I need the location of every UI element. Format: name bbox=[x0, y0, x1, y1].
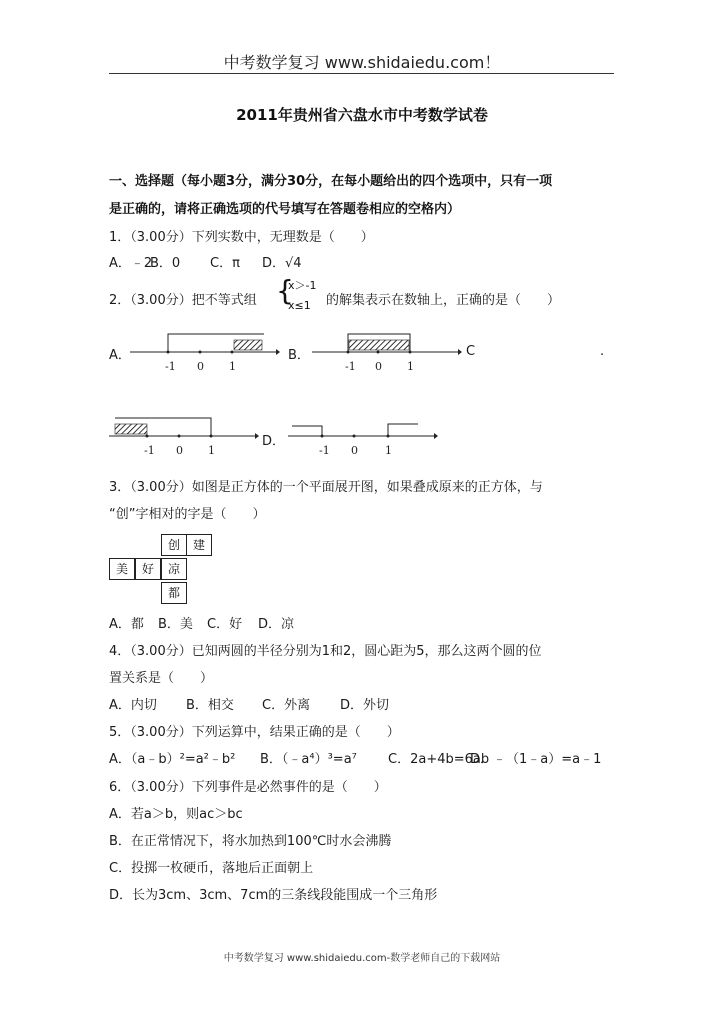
q1-option-d: D．√4 bbox=[262, 256, 302, 271]
q5-option-d: D．﹣（1﹣a）=a﹣1 bbox=[470, 752, 602, 767]
tick-dot bbox=[231, 351, 234, 354]
tick-dot bbox=[210, 435, 213, 438]
tick-label: 0 bbox=[375, 360, 382, 373]
q5-option-c: C．2a+4b=6ab bbox=[388, 752, 490, 767]
q2-option-d-label: D． bbox=[262, 434, 286, 449]
q2-system-line1: x＞-1 bbox=[288, 279, 317, 292]
tick-label: 0 bbox=[197, 360, 204, 373]
q2-system-line2: x≤1 bbox=[288, 299, 311, 312]
q2-option-b-label: B． bbox=[288, 348, 310, 363]
q6-stem: 6．（3.00分）下列事件是必然事件的是（ ） bbox=[109, 780, 387, 795]
q2-option-c-label: C bbox=[466, 344, 476, 359]
q5-stem: 5．（3.00分）下列运算中，结果正确的是（ ） bbox=[109, 725, 400, 740]
q2-numberline-d bbox=[288, 412, 438, 458]
page-header: 中考数学复习 www.shidaiedu.com！ bbox=[223, 53, 501, 72]
net-cell-hao: 好 bbox=[135, 558, 161, 580]
exam-title: 2011年贵州省六盘水市中考数学试卷 bbox=[236, 106, 488, 124]
q2-option-c-dot: . bbox=[600, 344, 605, 359]
tick-label: 0 bbox=[176, 444, 183, 457]
q1-option-a: A．﹣2 bbox=[109, 256, 153, 271]
q2-numberline-a bbox=[130, 328, 280, 378]
q2-stem-suffix: 的解集表示在数轴上，正确的是（ ） bbox=[326, 293, 561, 308]
q3-stem-line2: “创”字相对的字是（ ） bbox=[109, 507, 266, 522]
tick-dot bbox=[167, 351, 170, 354]
tick-dot bbox=[387, 435, 390, 438]
tick-dot bbox=[347, 351, 350, 354]
q6-option-d: D．长为3cm、3cm、7cm的三条线段能围成一个三角形 bbox=[109, 888, 438, 903]
q4-option-d: D．外切 bbox=[340, 698, 390, 713]
q4-option-c: C．外离 bbox=[262, 698, 311, 713]
tick-dot bbox=[199, 351, 202, 354]
hatched-region bbox=[349, 340, 409, 350]
hatched-region bbox=[234, 340, 262, 350]
net-cell-chuang: 创 bbox=[161, 534, 187, 556]
hatched-region bbox=[115, 424, 147, 434]
arrow-icon bbox=[276, 349, 280, 355]
q6-option-a: A．若a＞b，则ac＞bc bbox=[109, 807, 243, 822]
section-heading-line2: 是正确的，请将正确选项的代号填写在答题卷相应的空格内） bbox=[109, 202, 461, 217]
q2-option-a-label: A． bbox=[109, 348, 131, 363]
page-footer: 中考数学复习 www.shidaiedu.com-数学老师自己的下载网站 bbox=[223, 953, 501, 964]
tick-label: 0 bbox=[351, 444, 358, 457]
header-divider bbox=[109, 73, 614, 74]
q5-option-b: B．（﹣a⁴）³=a⁷ bbox=[260, 752, 357, 767]
brace-icon: { bbox=[276, 274, 294, 307]
q1-option-c: C．π bbox=[210, 256, 240, 271]
tick-label: -1 bbox=[319, 444, 330, 457]
section-heading-line1: 一、选择题（每小题3分，满分30分，在每小题给出的四个选项中，只有一项 bbox=[109, 174, 553, 189]
tick-label: -1 bbox=[165, 360, 176, 373]
tick-label: -1 bbox=[345, 360, 356, 373]
q6-option-b: B．在正常情况下，将水加热到100℃时水会沸腾 bbox=[109, 834, 392, 849]
tick-label: 1 bbox=[208, 444, 215, 457]
tick-dot bbox=[409, 351, 412, 354]
q3-stem-line1: 3．（3.00分）如图是正方体的一个平面展开图，如果叠成原来的正方体，与 bbox=[109, 480, 543, 495]
arrow-icon bbox=[255, 433, 259, 439]
q4-stem-line1: 4．（3.00分）已知两圆的半径分别为1和2，圆心距为5，那么这两个圆的位 bbox=[109, 644, 542, 659]
tick-dot bbox=[178, 435, 181, 438]
q4-option-b: B．相交 bbox=[186, 698, 234, 713]
tick-dot bbox=[377, 351, 380, 354]
net-cell-liang: 凉 bbox=[161, 558, 187, 580]
ray-right bbox=[388, 424, 418, 436]
net-cell-du: 都 bbox=[161, 582, 187, 604]
tick-label: 1 bbox=[229, 360, 236, 373]
net-cell-mei: 美 bbox=[109, 558, 135, 580]
arrow-icon bbox=[458, 349, 462, 355]
tick-dot bbox=[146, 435, 149, 438]
q3-option-c: C．好 bbox=[207, 617, 243, 632]
q2-numberline-c bbox=[109, 412, 259, 458]
tick-dot bbox=[353, 435, 356, 438]
q2-stem-prefix: 2．（3.00分）把不等式组 bbox=[109, 293, 257, 308]
ray-left bbox=[292, 426, 322, 436]
q3-option-a: A．都 bbox=[109, 617, 144, 632]
q4-option-a: A．内切 bbox=[109, 698, 157, 713]
q3-option-d: D．凉 bbox=[258, 617, 295, 632]
arrow-icon bbox=[434, 433, 438, 439]
q4-stem-line2: 置关系是（ ） bbox=[109, 671, 214, 686]
q1-stem: 1．（3.00分）下列实数中，无理数是（ ） bbox=[109, 230, 374, 245]
q2-numberline-b bbox=[312, 328, 462, 378]
tick-label: 1 bbox=[407, 360, 414, 373]
q3-option-b: B．美 bbox=[158, 617, 193, 632]
tick-label: 1 bbox=[385, 444, 392, 457]
q1-option-b: B．0 bbox=[150, 256, 181, 271]
cube-net bbox=[109, 534, 219, 606]
tick-label: -1 bbox=[144, 444, 155, 457]
q6-option-c: C．投掷一枚硬币，落地后正面朝上 bbox=[109, 861, 314, 876]
q5-option-a: A．（a﹣b）²=a²﹣b² bbox=[109, 752, 236, 767]
tick-dot bbox=[321, 435, 324, 438]
net-cell-jian: 建 bbox=[186, 534, 212, 556]
